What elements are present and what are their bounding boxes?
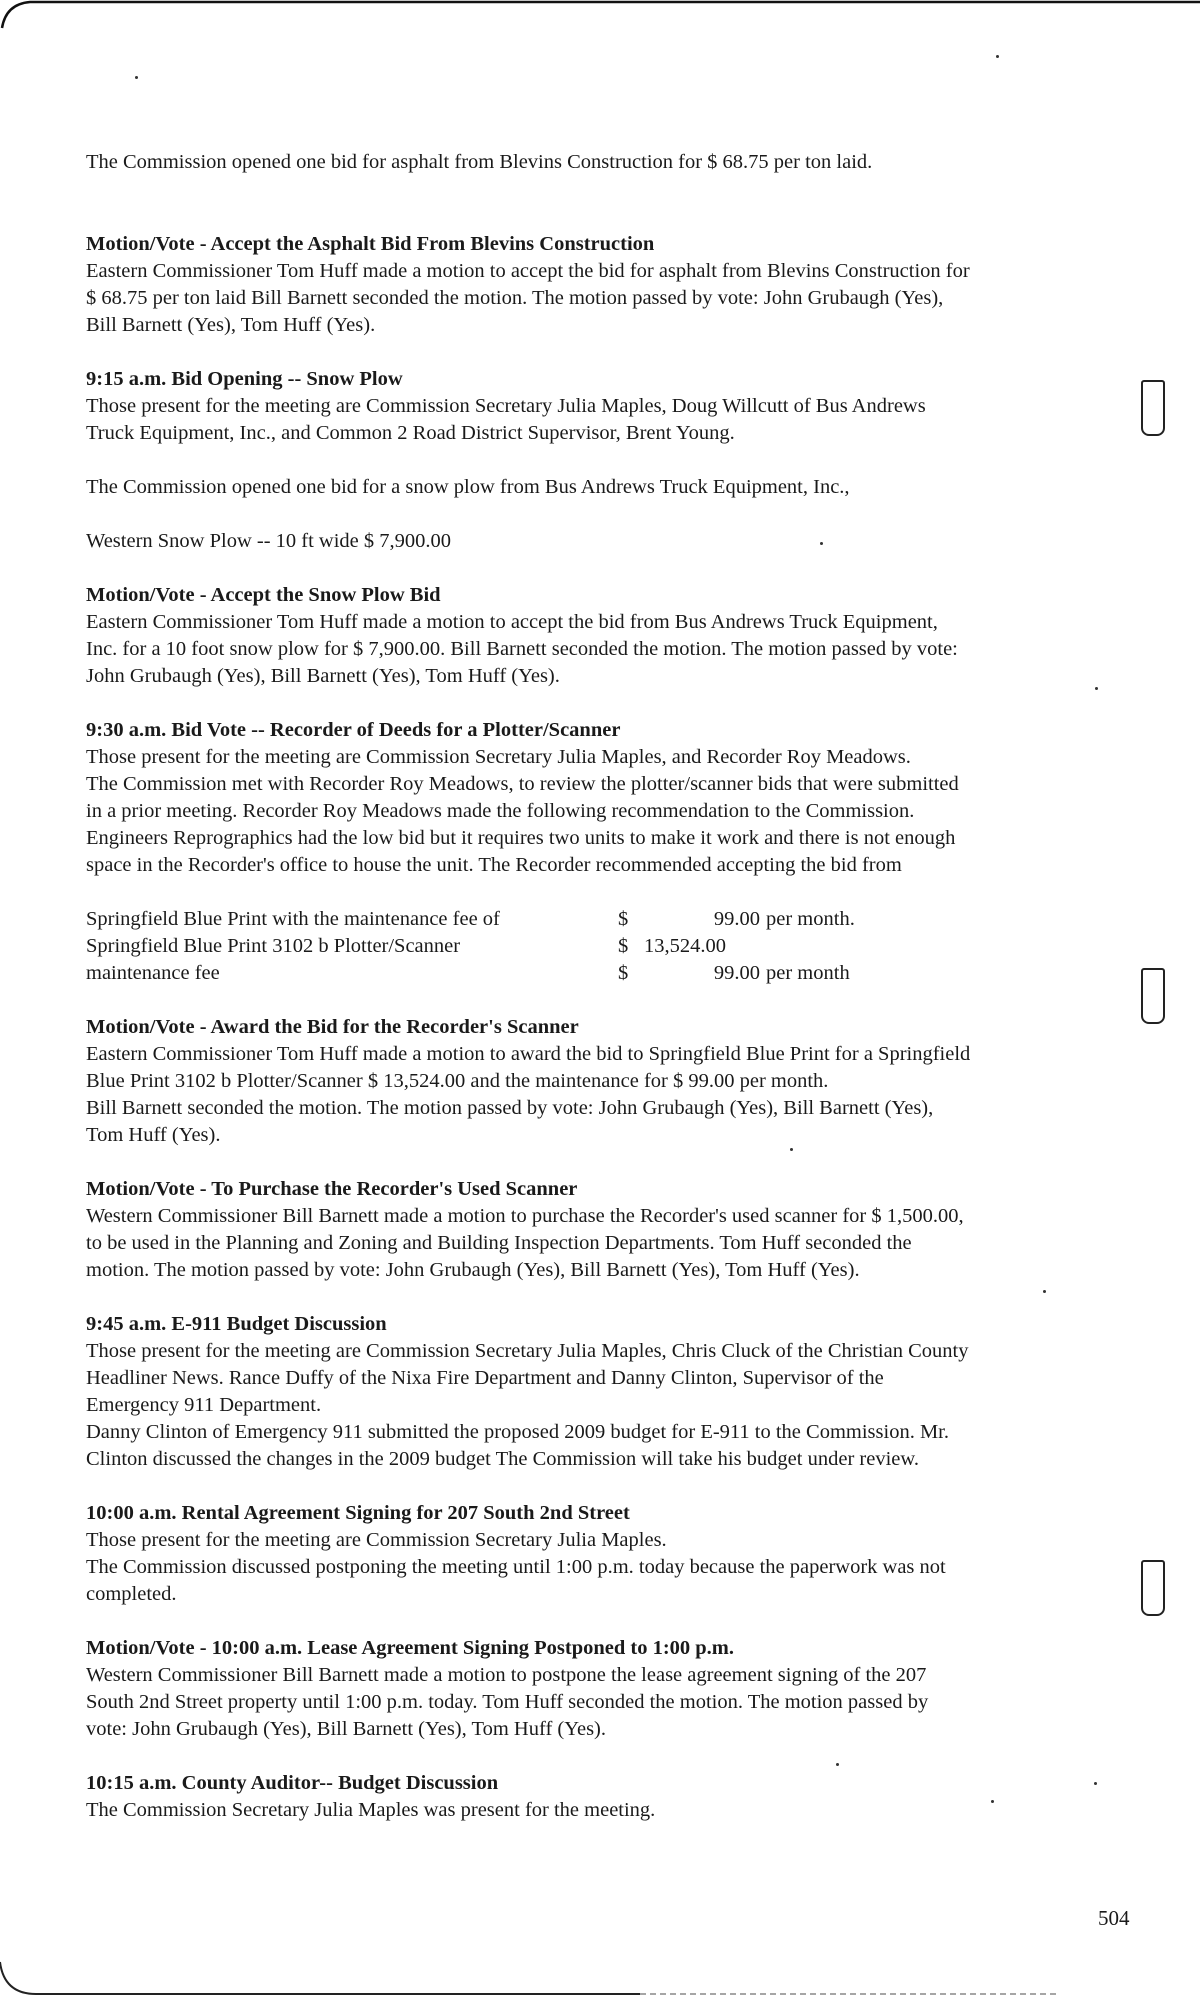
section-heading: 10:00 a.m. Rental Agreement Signing for 207 South 2nd Street: [86, 1502, 630, 1524]
section-heading: Motion/Vote - Accept the Asphalt Bid From Blevins Construction: [86, 233, 655, 255]
scan-speck: [135, 76, 138, 79]
fee-row: [86, 960, 1116, 987]
section-heading: Motion/Vote - Award the Bid for the Recorder's Scanner: [86, 1016, 579, 1038]
section-heading: 10:15 a.m. County Auditor-- Budget Discussion: [86, 1772, 499, 1794]
margin-checkbox: [1141, 380, 1165, 436]
body-line: motion. The motion passed by vote: John Grubaugh (Yes), Bill Barnett (Yes), Tom Huff (Yes).: [86, 1259, 860, 1281]
fee-currency: $: [618, 962, 629, 984]
body-line: vote: John Grubaugh (Yes), Bill Barnett (Yes), Tom Huff (Yes).: [86, 1718, 606, 1740]
section-snow-plow-opening: [86, 366, 1116, 555]
body-line: Eastern Commissioner Tom Huff made a motion to accept the bid for asphalt from Blevins Construction for: [86, 260, 970, 282]
body-line: Tom Huff (Yes).: [86, 1124, 221, 1146]
section-scanner-vote: [86, 1014, 1116, 1149]
fee-amount: 99.00: [713, 908, 760, 930]
body-line: Headliner News. Rance Duffy of the Nixa Fire Department and Danny Clinton, Supervisor of the: [86, 1367, 884, 1389]
body-line: The Commission met with Recorder Roy Meadows, to review the plotter/scanner bids that were submitted: [86, 773, 959, 795]
body-line: space in the Recorder's office to house the unit. The Recorder recommended accepting the bid from: [86, 854, 902, 876]
section-heading: 9:30 a.m. Bid Vote -- Recorder of Deeds for a Plotter/Scanner: [86, 719, 621, 741]
body-line: South 2nd Street property until 1:00 p.m. today. Tom Huff seconded the motion. The motion passed by: [86, 1691, 929, 1713]
body-line: The Commission discussed postponing the meeting until 1:00 p.m. today because the paperwork was not: [86, 1556, 946, 1578]
margin-checkbox: [1141, 968, 1165, 1024]
body-line: Engineers Reprographics had the low bid but it requires two units to make it work and there is not enough: [86, 827, 956, 849]
body-line: Those present for the meeting are Commission Secretary Julia Maples, and Recorder Roy Meadows.: [86, 746, 911, 768]
fee-row: [86, 906, 1116, 933]
body-line: Western Commissioner Bill Barnett made a motion to postpone the lease agreement signing of the 207: [86, 1664, 927, 1686]
bid-line: The Commission opened one bid for a snow plow from Bus Andrews Truck Equipment, Inc.,: [86, 476, 850, 498]
section-rental-agreement: [86, 1500, 1116, 1608]
section-lease-vote: [86, 1635, 1116, 1743]
body-line: Eastern Commissioner Tom Huff made a motion to award the bid to Springfield Blue Print for a Springfield: [86, 1043, 971, 1065]
item-line: Western Snow Plow -- 10 ft wide $ 7,900.00: [86, 530, 452, 552]
fee-currency: $: [618, 908, 629, 930]
section-auditor-budget: [86, 1770, 1116, 1824]
section-heading: 9:15 a.m. Bid Opening -- Snow Plow: [86, 368, 403, 390]
body-line: Western Commissioner Bill Barnett made a motion to purchase the Recorder's used scanner for $ 1,500.00,: [86, 1205, 964, 1227]
body-line: Emergency 911 Department.: [86, 1394, 322, 1416]
body-line: Clinton discussed the changes in the 2009 budget The Commission will take his budget under review.: [86, 1448, 919, 1470]
fee-label: maintenance fee: [86, 962, 220, 984]
fee-currency: $: [618, 935, 629, 957]
body-line: Eastern Commissioner Tom Huff made a motion to accept the bid from Bus Andrews Truck Equipment,: [86, 611, 938, 633]
body-line: $ 68.75 per ton laid Bill Barnett seconded the motion. The motion passed by vote: John Grubaugh (Yes),: [86, 287, 944, 309]
section-used-scanner-vote: [86, 1176, 1116, 1284]
body-line: Danny Clinton of Emergency 911 submitted the proposed 2009 budget for E-911 to the Commission. Mr.: [86, 1421, 949, 1443]
fee-row: [86, 933, 1116, 960]
fee-unit: per month.: [766, 908, 855, 930]
fee-table: [86, 906, 1116, 987]
section-e911-budget: [86, 1311, 1116, 1473]
body-line: The Commission Secretary Julia Maples was present for the meeting.: [86, 1799, 656, 1821]
body-line: Bill Barnett (Yes), Tom Huff (Yes).: [86, 314, 376, 336]
body-line: in a prior meeting. Recorder Roy Meadows made the following recommendation to the Commission.: [86, 800, 915, 822]
page-top-edge: [0, 0, 1200, 30]
body-line: Bill Barnett seconded the motion. The motion passed by vote: John Grubaugh (Yes), Bill Barnett (Yes),: [86, 1097, 934, 1119]
body-line: John Grubaugh (Yes), Bill Barnett (Yes), Tom Huff (Yes).: [86, 665, 560, 687]
page-bottom-edge: [0, 1960, 1200, 2000]
fee-unit: per month: [766, 962, 850, 984]
body-line: Inc. for a 10 foot snow plow for $ 7,900.00. Bill Barnett seconded the motion. The motion passed by vote:: [86, 638, 958, 660]
section-recorder-bid: [86, 717, 1116, 987]
section-heading: Motion/Vote - To Purchase the Recorder's Used Scanner: [86, 1178, 578, 1200]
page-number: 504: [1098, 1906, 1130, 1930]
fee-amount: 99.00: [713, 962, 760, 984]
section-heading: Motion/Vote - 10:00 a.m. Lease Agreement Signing Postponed to 1:00 p.m.: [86, 1637, 735, 1659]
body-line: Truck Equipment, Inc., and Common 2 Road District Supervisor, Brent Young.: [86, 422, 735, 444]
opening-line: The Commission opened one bid for asphalt from Blevins Construction for $ 68.75 per ton laid.: [86, 151, 873, 173]
body-line: Blue Print 3102 b Plotter/Scanner $ 13,524.00 and the maintenance for $ 99.00 per month.: [86, 1070, 829, 1092]
section-snow-plow-vote: [86, 582, 1116, 690]
body-line: Those present for the meeting are Commission Secretary Julia Maples, Chris Cluck of the Christian County: [86, 1340, 969, 1362]
fee-label: Springfield Blue Print with the maintenance fee of: [86, 908, 500, 930]
body-line: to be used in the Planning and Zoning and Building Inspection Departments. Tom Huff seconded the: [86, 1232, 912, 1254]
section-heading: Motion/Vote - Accept the Snow Plow Bid: [86, 584, 441, 606]
fee-label: Springfield Blue Print 3102 b Plotter/Scanner: [86, 935, 461, 957]
minutes-body: [86, 143, 1116, 1824]
fee-amount: 13,524.00: [644, 935, 726, 957]
body-line: Those present for the meeting are Commission Secretary Julia Maples, Doug Willcutt of Bus Andrews: [86, 395, 926, 417]
body-line: completed.: [86, 1583, 177, 1605]
section-asphalt-vote: [86, 231, 1116, 339]
margin-checkbox: [1141, 1560, 1165, 1616]
scan-speck: [996, 55, 999, 58]
body-line: Those present for the meeting are Commission Secretary Julia Maples.: [86, 1529, 667, 1551]
section-heading: 9:45 a.m. E-911 Budget Discussion: [86, 1313, 387, 1335]
